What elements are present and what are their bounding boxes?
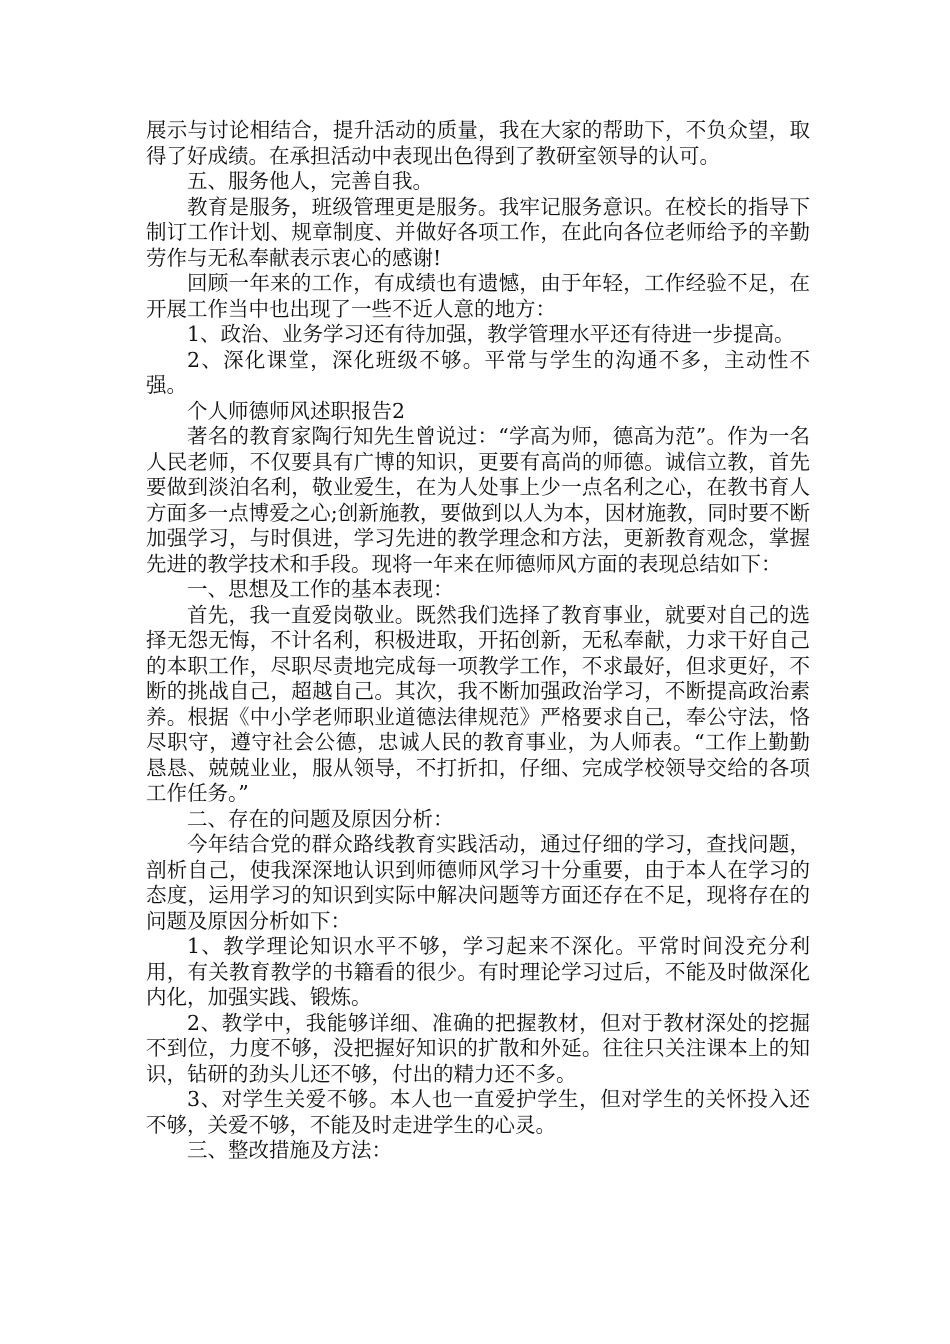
paragraph-intro: 著名的教育家陶行知先生曾说过：“学高为师，德高为范”。作为一名人民老师，不仅要具有广博的知识，更要有高尚的师德。诚信立教，首先要做到淡泊名利，敬业爱生，在为人处事上少一点名利之心，在教书育人方面多一点博爱之心;创新施教，要做到以人为本，因材施教，同时要不断加强学习，与时俱进，学习先进的教学理念和方法，更新教育观念，掌握先进的教学技术和手段。现将一年来在师德师风方面的表现总结如下： (146, 424, 810, 576)
section-heading-service: 五、服务他人，完善自我。 (187, 169, 433, 193)
report-title: 个人师德师风述职报告2 (187, 398, 406, 423)
list-item-problem-3: 3、对学生关爱不够。本人也一直爱护学生，但对学生的关怀投入还不够，关爱不够，不能及时走进学生的心灵。 (146, 1087, 810, 1137)
paragraph-review: 回顾一年来的工作，有成绩也有遗憾，由于年轻，工作经验不足，在开展工作当中也出现了一些不近人意的地方： (146, 271, 810, 321)
list-item-2: 2、深化课堂，深化班级不够。平常与学生的沟通不多，主动性不强。 (146, 347, 810, 397)
list-item-problem-1: 1、教学理论知识水平不够，学习起来不深化。平常时间没充分利用，有关教育教学的书籍看的很少。有时理论学习过后，不能及时做深化内化，加强实践、锻炼。 (146, 934, 810, 1009)
document-body (146, 118, 810, 1164)
paragraph-service: 教育是服务，班级管理更是服务。我牢记服务意识。在校长的指导下制订工作计划、规章制度、并做好各项工作，在此向各位老师给予的辛勤劳作与无私奉献表示衷心的感谢! (146, 194, 810, 270)
list-item-1: 1、政治、业务学习还有待加强，教学管理水平还有待进一步提高。 (187, 322, 795, 346)
paragraph-continuation: 展示与讨论相结合，提升活动的质量，我在大家的帮助下，不负众望，取得了好成绩。在承担活动中表现出色得到了教研室领导的认可。 (146, 118, 810, 168)
section-heading-problems: 二、存在的问题及原因分析： (187, 806, 454, 831)
paragraph-problems: 今年结合党的群众路线教育实践活动，通过仔细的学习，查找问题，剖析自己，使我深深地认识到师德师风学习十分重要，由于本人在学习的态度，运用学习的知识到实际中解决问题等方面还存在不足，现将存在的问题及原因分析如下： (146, 832, 810, 933)
list-item-problem-2: 2、教学中，我能够详细、准确的把握教材，但对于教材深处的挖掘不到位，力度不够，没把握好知识的扩散和外延。往往只关注课本上的知识，钻研的劲头儿还不够，付出的精力还不多。 (146, 1010, 810, 1086)
section-heading-measures: 三、整改措施及方法： (187, 1138, 392, 1162)
section-heading-basic: 一、思想及工作的基本表现： (187, 577, 454, 601)
paragraph-basic: 首先，我一直爱岗敬业。既然我们选择了教育事业，就要对自己的选择无怨无悔，不计名利，积极进取，开拓创新，无私奉献，力求干好自己的本职工作，尽职尽责地完成每一项教学工作，不求最好，但求更好，不断的挑战自己，超越自己。其次，我不断加强政治学习，不断提高政治素养。根据《中小学老师职业道德法律规范》严格要求自己，奉公守法，恪尽职守，遵守社会公德，忠诚人民的教育事业，为人师表。“工作上勤勤恳恳、兢兢业业，服从领导，不打折扣，仔细、完成学校领导交给的各项工作任务。” (146, 602, 810, 805)
